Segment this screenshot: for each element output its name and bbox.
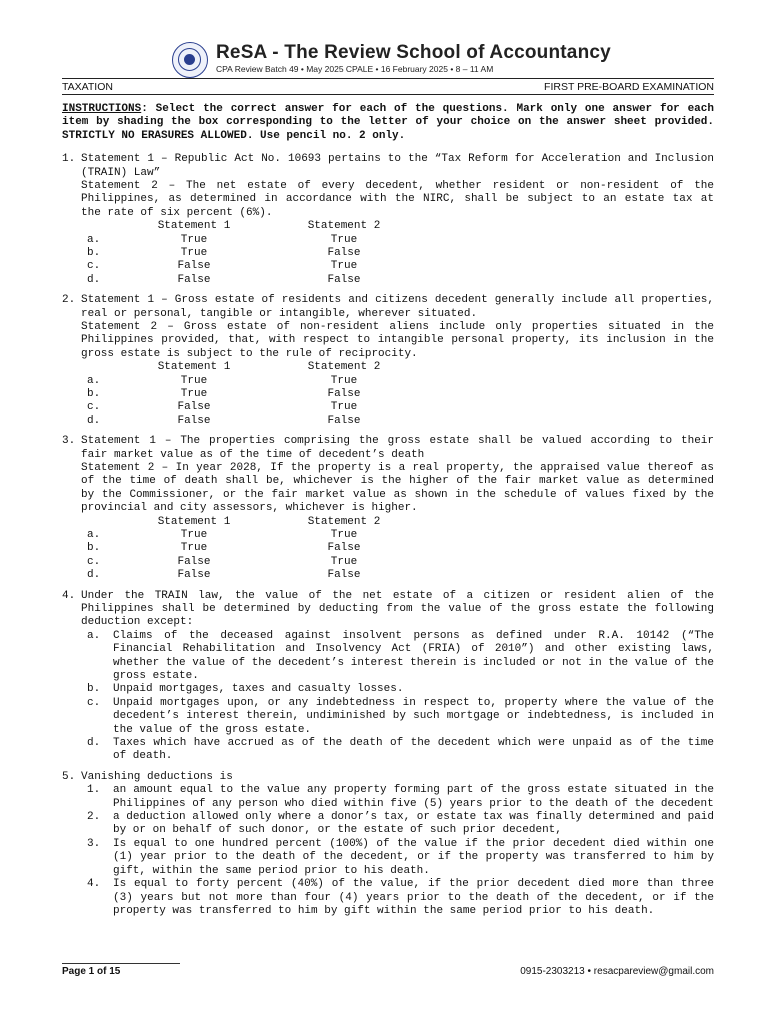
question-1: [62, 153, 714, 287]
question-4-options: [81, 630, 714, 764]
choice-letter: d.: [87, 273, 101, 286]
choice-text: Claims of the deceased against insolvent persons as defined under R.A. 10142 (“The Financial Rehabilitation and Insolvency Act (FRIA) of 2010”) and other existing laws, whether the value of the decedent’s interest therein is included or not in the value of the gross estate.: [113, 629, 714, 683]
statement-2-value: True: [330, 529, 358, 542]
instructions: [62, 103, 714, 143]
choice-option: [81, 878, 714, 918]
question-stem: Under the TRAIN law, the value of the net estate of a citizen or resident alien of the Philippines shall be determined by deducting from the value of the gross estate the following deduction except:: [81, 589, 714, 629]
column-header: Statement 1: [157, 220, 231, 233]
answer-table: [81, 516, 714, 583]
choice-row: [81, 260, 714, 273]
instructions-text: : Select the correct answer for each of the questions. Mark only one answer for each item by shading the box corresponding to the letter of your choice on the answer sheet provided. STRICTLY NO ERASURES ALLOWED. Use pencil no. 2 only.: [62, 103, 714, 142]
spacer: [81, 516, 129, 529]
column-header: Statement 1: [157, 361, 231, 374]
statement-2-value: False: [327, 542, 361, 555]
statement-2-value: True: [330, 374, 358, 387]
statement-2-value: True: [330, 260, 358, 273]
choice-option: [81, 811, 714, 838]
statement-1: Statement 1 – Republic Act No. 10693 pertains to the “Tax Reform for Acceleration and Inclusion (TRAIN) Law”: [81, 153, 714, 179]
choice-letter: b.: [87, 388, 101, 401]
answer-table-header: [81, 220, 714, 233]
choice-letter: a.: [87, 529, 101, 542]
page-header: [0, 38, 768, 78]
question-number: 2.: [62, 294, 76, 307]
choice-row: [81, 388, 714, 401]
choice-letter: 1.: [87, 784, 101, 797]
choice-row: [81, 247, 714, 260]
statement-1: Statement 1 – The properties comprising the gross estate shall be valued according to their fair market value as of the time of decedent’s death: [81, 435, 714, 461]
statement-1-value: True: [180, 247, 208, 260]
choice-row: [81, 401, 714, 414]
subject-bar: [62, 78, 714, 95]
choice-letter: a.: [87, 374, 101, 387]
statement-1-value: True: [180, 374, 208, 387]
choice-row: [81, 234, 714, 247]
column-header: Statement 2: [307, 361, 381, 374]
question-number: 3.: [62, 435, 76, 448]
statement-1-value: False: [177, 555, 211, 568]
statement-1-value: False: [177, 401, 211, 414]
choice-text: Is equal to one hundred percent (100%) of the value if the prior decedent died within one (1) year prior to the death of the decedent, or if the property was transferred to him by gift, within the same period prior to his death.: [113, 837, 714, 877]
question-body: [81, 435, 714, 582]
choice-letter: 2.: [87, 811, 101, 824]
contact-info: 0915-2303213 • resacpareview@gmail.com: [520, 966, 714, 977]
choice-text: Unpaid mortgages upon, or any indebtedness in respect to, property where the value of the decedent’s interest therein, undiminished by such mortgage or indebtedness, is included in the value of the gross estate.: [113, 696, 714, 736]
question-3: [62, 435, 714, 582]
question-4: [62, 590, 714, 764]
question-number: 1.: [62, 153, 76, 166]
choice-letter: d.: [87, 414, 101, 427]
true-false-questions: [62, 153, 714, 582]
statement-2: Statement 2 – The net estate of every decedent, whether resident or non-resident of the Philippines, as determined in accordance with the NIRC, shall be subject to an estate tax at the rate of six percent (6%).: [81, 180, 714, 219]
statement-1-value: True: [180, 388, 208, 401]
question-stem: Vanishing deductions is: [81, 770, 233, 783]
choice-letter: d.: [87, 737, 101, 750]
choice-text: Taxes which have accrued as of the death of the decedent which were unpaid as of the time of death.: [113, 737, 714, 763]
column-header: Statement 1: [157, 515, 231, 528]
resa-logo-icon: [172, 42, 208, 78]
choice-option: [81, 838, 714, 878]
question-body: [81, 294, 714, 428]
spacer: [81, 220, 129, 233]
statement-1-value: False: [177, 260, 211, 273]
spacer: [81, 361, 129, 374]
statement-2-value: False: [327, 414, 361, 427]
question-number: 4.: [62, 589, 76, 602]
statement-2: Statement 2 – In year 2028, If the property is a real property, the appraised value thereof as of the time of death shall be, whichever is the higher of the fair market value as determined by the Commissioner, or the fair market value as shown in the schedule of values fixed by the provincial and city assessors, whichever is higher.: [81, 462, 714, 515]
choice-letter: a.: [87, 629, 101, 642]
column-header: Statement 2: [307, 220, 381, 233]
statement-1-value: True: [180, 542, 208, 555]
page-number: Page 1 of 15: [62, 966, 121, 977]
question-number: 5.: [62, 770, 76, 783]
statement-2-value: False: [327, 273, 361, 286]
choice-row: [81, 415, 714, 428]
choice-text: a deduction allowed only where a donor’s tax, or estate tax was finally determined and paid by or on behalf of such donor, or the estate of such prior decedent,: [113, 811, 714, 837]
statement-2-value: False: [327, 388, 361, 401]
footer-rule: [62, 963, 180, 964]
choice-row: [81, 274, 714, 287]
statement-1-value: True: [180, 529, 208, 542]
choice-text: an amount equal to the value any property forming part of the gross estate situated in the Philippines of any person who died within five (5) years prior to the death of the decedent: [113, 784, 714, 810]
statement-1: Statement 1 – Gross estate of residents and citizens decedent generally include all properties, real or personal, tangible or intangible, wherever situated.: [81, 294, 714, 320]
choice-option: [81, 784, 714, 811]
statement-1-value: True: [180, 233, 208, 246]
choice-option: [81, 697, 714, 737]
question-5: [62, 771, 714, 918]
exam-subtitle: CPA Review Batch 49 • May 2025 CPALE • 16 February 2025 • 8 – 11 AM: [216, 64, 494, 74]
choice-row: [81, 556, 714, 569]
statement-2-value: True: [330, 233, 358, 246]
statement-1-value: False: [177, 569, 211, 582]
statement-2-value: False: [327, 569, 361, 582]
choice-letter: b.: [87, 247, 101, 260]
question-body: [81, 153, 714, 287]
statement-1-value: False: [177, 414, 211, 427]
exam-content: [62, 103, 714, 925]
choice-text: Is equal to forty percent (40%) of the value, if the prior decedent died more than three (3) years but not more than four (4) years prior to the death of the decedent, or if the property was transferred to him by gift within the same period prior to his death.: [113, 878, 714, 917]
page-footer: [62, 963, 714, 981]
brand-title: ReSA - The Review School of Accountancy: [216, 42, 611, 63]
choice-row: [81, 569, 714, 582]
statement-1-value: False: [177, 273, 211, 286]
choice-letter: c.: [87, 555, 101, 568]
answer-table: [81, 220, 714, 287]
statement-2-value: True: [330, 401, 358, 414]
exam-name: FIRST PRE-BOARD EXAMINATION: [544, 81, 714, 93]
choice-option: [81, 737, 714, 764]
statement-2-value: False: [327, 247, 361, 260]
statement-2-value: True: [330, 555, 358, 568]
choice-option: [81, 683, 714, 696]
choice-letter: 3.: [87, 837, 101, 850]
question-5-options: [81, 784, 714, 918]
answer-table: [81, 361, 714, 428]
statement-2: Statement 2 – Gross estate of non-resident aliens include only properties situated in the Philippines provided, that, with respect to intangible personal property, its inclusion in the gross estate is subject to the rule of reciprocity.: [81, 321, 714, 360]
answer-table-header: [81, 516, 714, 529]
answer-table-header: [81, 361, 714, 374]
instructions-label: INSTRUCTIONS: [62, 103, 142, 115]
column-header: Statement 2: [307, 515, 381, 528]
choice-row: [81, 375, 714, 388]
choice-letter: c.: [87, 401, 101, 414]
choice-letter: b.: [87, 542, 101, 555]
subject-name: TAXATION: [62, 81, 113, 93]
choice-letter: a.: [87, 233, 101, 246]
choice-letter: 4.: [87, 878, 101, 891]
choice-letter: b.: [87, 683, 101, 696]
choice-row: [81, 529, 714, 542]
choice-row: [81, 542, 714, 555]
choice-letter: c.: [87, 260, 101, 273]
choice-letter: c.: [87, 696, 101, 709]
choice-option: [81, 630, 714, 684]
question-2: [62, 294, 714, 428]
choice-letter: d.: [87, 569, 101, 582]
choice-text: Unpaid mortgages, taxes and casualty losses.: [113, 683, 404, 696]
